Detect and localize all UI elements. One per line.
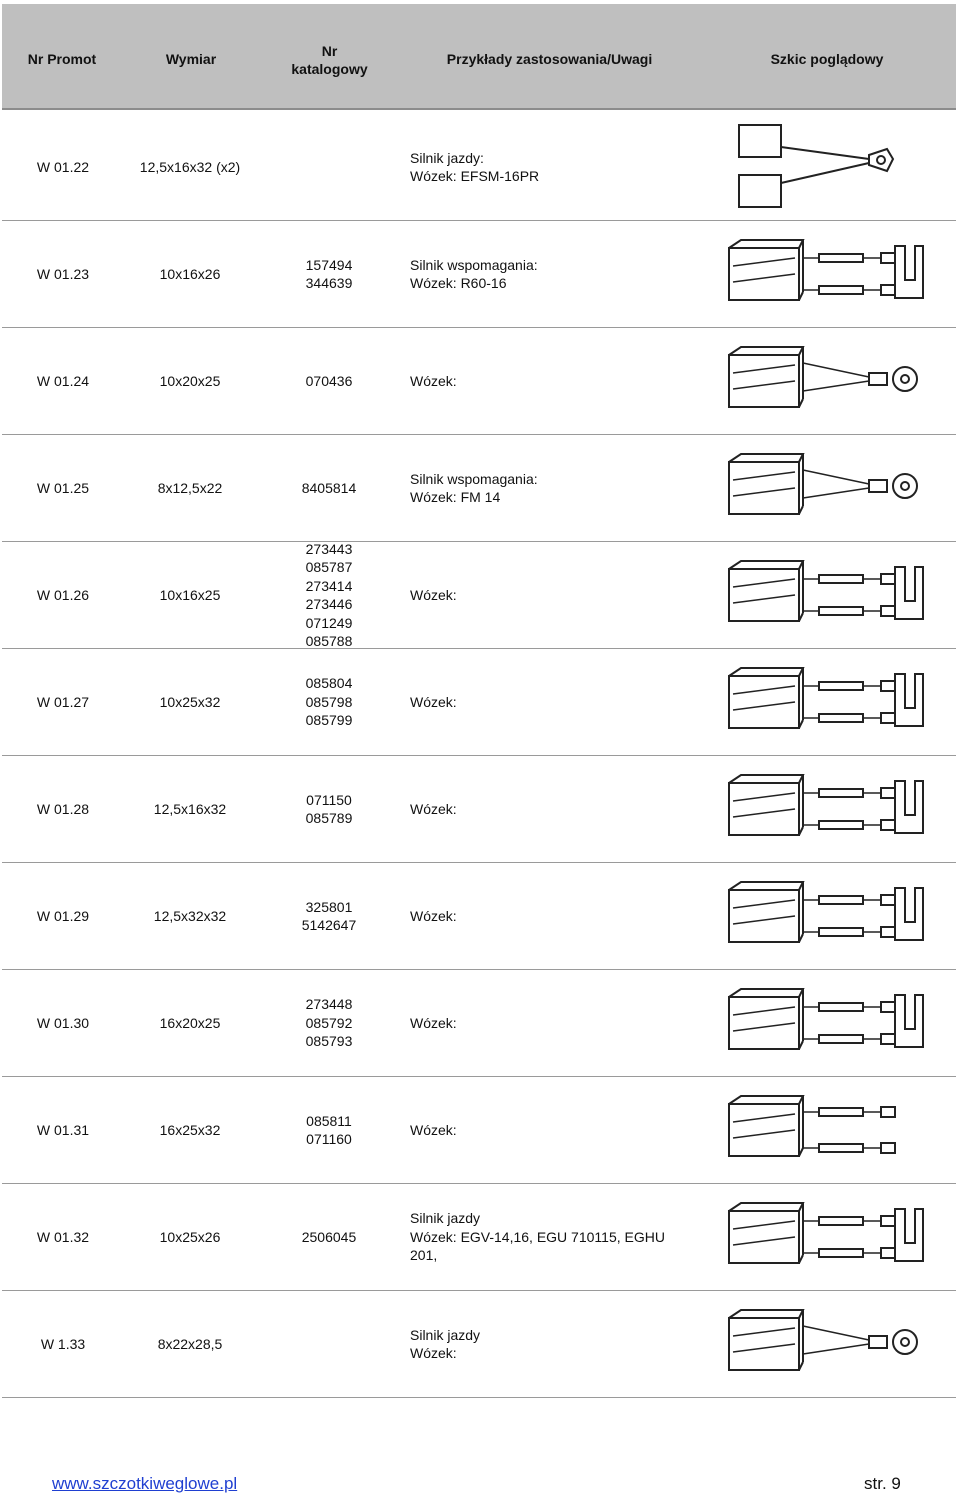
application-note: Wózek: xyxy=(410,1121,457,1138)
brush-double-lead-icon xyxy=(719,1082,939,1178)
catalog-number: 085811 xyxy=(306,1112,352,1129)
cell-szkic xyxy=(702,328,956,434)
catalog-number: 085799 xyxy=(305,712,353,729)
catalog-number: 085793 xyxy=(305,1033,353,1050)
cell-szkic xyxy=(702,649,956,755)
brush-fork-terminal-icon xyxy=(719,975,939,1071)
cell-szkic xyxy=(702,1184,956,1290)
application-note: Wózek: xyxy=(410,1014,457,1031)
cell-przyklady xyxy=(410,756,682,862)
cell-przyklady xyxy=(410,328,682,434)
cell-przyklady xyxy=(410,970,682,1076)
cell-szkic xyxy=(702,1077,956,1183)
brush-fork-terminal-icon xyxy=(719,868,939,964)
catalog-number: 157494 xyxy=(305,256,353,273)
cell-nr-promot: W 01.23 xyxy=(36,265,90,282)
cell-nr-katalogowy xyxy=(256,1184,402,1290)
table-row xyxy=(2,435,956,542)
catalog-number: 273414 xyxy=(305,577,353,594)
application-note: Wózek: EGV-14,16, EGU 710115, EGHU xyxy=(410,1228,665,1245)
cell-szkic xyxy=(702,756,956,862)
cell-nr-katalogowy xyxy=(256,542,402,648)
catalog-number: 085788 xyxy=(305,633,353,649)
cell-przyklady xyxy=(410,542,682,648)
cell-przyklady xyxy=(410,435,682,541)
cell-przyklady xyxy=(410,1184,682,1290)
application-note: Wózek: xyxy=(410,586,457,603)
application-note: Silnik wspomagania: xyxy=(410,256,538,273)
cell-nr-katalogowy xyxy=(256,328,402,434)
brush-ring-terminal-icon xyxy=(719,1296,939,1392)
catalog-number: 273446 xyxy=(305,596,353,612)
cell-wymiar: 12,5x16x32 xyxy=(153,800,227,817)
catalog-number: 325801 xyxy=(305,898,353,915)
cell-przyklady xyxy=(410,649,682,755)
catalog-number: 085804 xyxy=(305,675,353,692)
cell-szkic xyxy=(702,221,956,327)
cell-nr-katalogowy xyxy=(256,756,402,862)
brush-fork-terminal-icon xyxy=(719,761,939,857)
cell-przyklady xyxy=(410,863,682,969)
cell-wymiar: 10x20x25 xyxy=(159,372,221,389)
application-note: Wózek: EFSM-16PR xyxy=(410,168,540,184)
header-szkic: Szkic poglądowy xyxy=(770,51,884,67)
cell-nr-promot: W 01.24 xyxy=(36,372,90,389)
brush-fork-terminal-icon xyxy=(719,226,939,322)
double-brush-hook-icon xyxy=(719,119,939,215)
catalog-number: 085792 xyxy=(305,1014,353,1031)
table-row xyxy=(2,863,956,970)
brush-fork-terminal-icon xyxy=(719,654,939,750)
application-note: 201, xyxy=(410,1247,438,1264)
cell-nr-katalogowy xyxy=(256,114,402,220)
application-note: Wózek: FM 14 xyxy=(410,489,501,505)
table-body xyxy=(2,114,956,1398)
table-row xyxy=(2,756,956,863)
application-note: Wózek: xyxy=(410,1345,457,1361)
cell-nr-promot: W 01.30 xyxy=(36,1014,90,1031)
application-note: Silnik jazdy xyxy=(410,1326,481,1343)
cell-wymiar: 16x25x32 xyxy=(159,1121,221,1138)
cell-nr-promot: W 01.32 xyxy=(36,1228,90,1245)
catalog-number: 5142647 xyxy=(301,917,357,933)
cell-nr-katalogowy xyxy=(256,649,402,755)
footer-page-number: str. 9 xyxy=(864,1474,901,1493)
catalog-number: 344639 xyxy=(305,275,353,291)
cell-nr-katalogowy xyxy=(256,1291,402,1397)
header-nr-promot: Nr Promot xyxy=(27,51,97,67)
cell-nr-promot: W 01.27 xyxy=(36,693,90,710)
cell-nr-katalogowy xyxy=(256,221,402,327)
table-row xyxy=(2,328,956,435)
catalog-number: 273448 xyxy=(305,996,353,1013)
table-row xyxy=(2,114,956,221)
table-header xyxy=(2,4,956,110)
table-row xyxy=(2,649,956,756)
catalog-number: 071160 xyxy=(306,1131,352,1147)
cell-nr-katalogowy xyxy=(256,863,402,969)
header-nr-katalogowy xyxy=(257,42,402,78)
cell-wymiar: 10x25x26 xyxy=(159,1228,221,1245)
application-note: Wózek: xyxy=(410,800,457,817)
table-row xyxy=(2,1184,956,1291)
catalog-number: 085789 xyxy=(305,810,353,826)
cell-wymiar: 10x16x25 xyxy=(159,586,221,603)
brush-ring-terminal-icon xyxy=(719,440,939,536)
cell-nr-katalogowy xyxy=(256,1077,402,1183)
cell-przyklady xyxy=(410,221,682,327)
cell-wymiar: 8x22x28,5 xyxy=(157,1335,223,1352)
cell-wymiar: 12,5x16x32 (x2) xyxy=(139,158,241,175)
cell-wymiar: 16x20x25 xyxy=(159,1014,221,1031)
cell-nr-promot: W 01.25 xyxy=(36,479,90,496)
cell-szkic xyxy=(702,542,956,648)
table-row xyxy=(2,970,956,1077)
brush-fork-terminal-icon xyxy=(719,547,939,643)
application-note: Wózek: xyxy=(410,372,457,389)
application-note: Wózek: R60-16 xyxy=(410,275,507,291)
cell-szkic xyxy=(702,114,956,220)
cell-wymiar: 10x25x32 xyxy=(159,693,221,710)
table-row xyxy=(2,1291,956,1398)
cell-przyklady xyxy=(410,1291,682,1397)
cell-szkic xyxy=(702,1291,956,1397)
catalog-number: 070436 xyxy=(305,372,353,389)
application-note: Silnik jazdy: xyxy=(410,149,484,166)
cell-nr-promot: W 1.33 xyxy=(40,1335,86,1352)
catalog-number: 071150 xyxy=(306,791,352,808)
catalog-number: 085798 xyxy=(305,693,353,710)
catalog-number: 8405814 xyxy=(301,479,357,496)
brush-fork-terminal-icon xyxy=(719,1189,939,1285)
cell-nr-promot: W 01.28 xyxy=(36,800,90,817)
catalog-number: 2506045 xyxy=(301,1228,357,1245)
cell-szkic xyxy=(702,435,956,541)
cell-przyklady xyxy=(410,114,682,220)
cell-wymiar: 12,5x32x32 xyxy=(153,907,227,924)
application-note: Silnik jazdy xyxy=(410,1210,481,1227)
header-przyklady: Przykłady zastosowania/Uwagi xyxy=(446,51,653,67)
cell-nr-katalogowy xyxy=(256,970,402,1076)
cell-przyklady xyxy=(410,1077,682,1183)
catalog-number: 085787 xyxy=(305,559,353,575)
application-note: Wózek: xyxy=(410,693,457,710)
cell-szkic xyxy=(702,970,956,1076)
brush-ring-terminal-icon xyxy=(719,333,939,429)
cell-wymiar: 10x16x26 xyxy=(159,265,221,282)
footer-website-link[interactable]: www.szczotkiweglowe.pl xyxy=(52,1474,238,1493)
cell-nr-promot: W 01.26 xyxy=(36,586,90,603)
catalog-number: 071249 xyxy=(305,614,353,631)
table-row xyxy=(2,1077,956,1184)
cell-nr-promot: W 01.22 xyxy=(36,158,90,175)
cell-nr-promot: W 01.31 xyxy=(36,1121,90,1138)
cell-nr-katalogowy xyxy=(256,435,402,541)
table-row xyxy=(2,542,956,649)
table-row xyxy=(2,221,956,328)
application-note: Silnik wspomagania: xyxy=(410,470,538,487)
cell-szkic xyxy=(702,863,956,969)
cell-nr-promot: W 01.29 xyxy=(36,907,90,924)
application-note: Wózek: xyxy=(410,907,457,924)
catalog-number: 273443 xyxy=(305,540,353,557)
header-nr-katalogowy-line1: Nr xyxy=(321,43,338,59)
header-nr-katalogowy-line2: katalogowy xyxy=(291,61,368,77)
header-wymiar: Wymiar xyxy=(165,51,217,67)
cell-wymiar: 8x12,5x22 xyxy=(157,479,223,496)
